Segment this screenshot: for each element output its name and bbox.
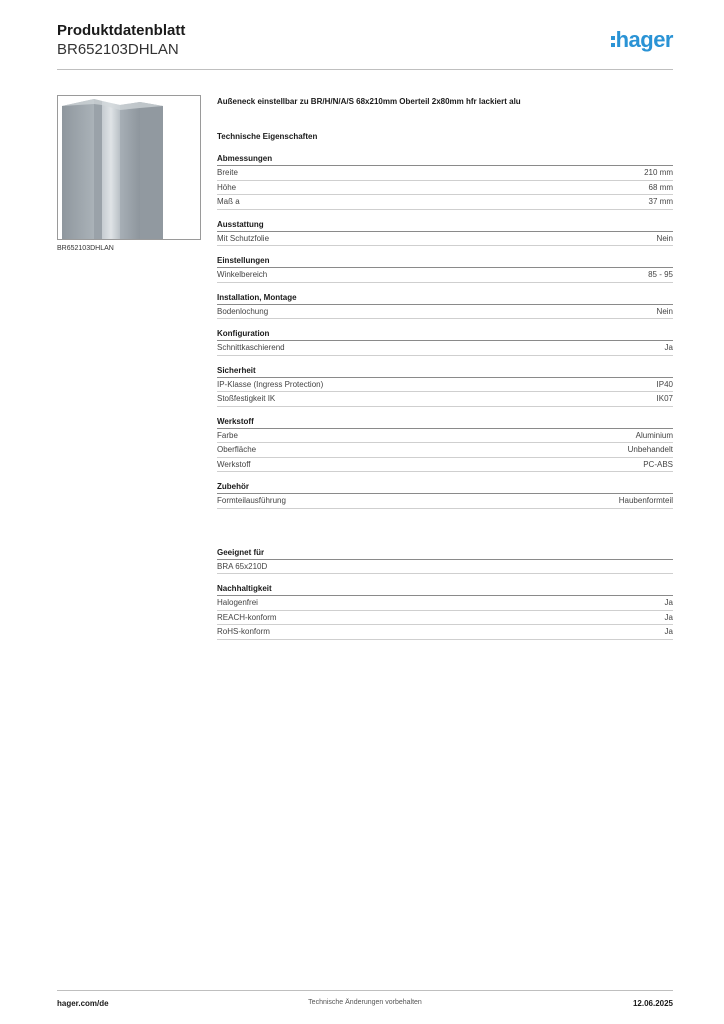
logo-text: hager [615, 27, 673, 52]
section [217, 365, 673, 407]
section [217, 547, 673, 575]
property-row [217, 195, 673, 210]
property-row [217, 443, 673, 458]
section-title: Installation, Montage [217, 292, 673, 305]
content-area [217, 96, 673, 649]
property-row [217, 268, 673, 283]
page-footer [57, 990, 673, 1010]
section-title: Einstellungen [217, 255, 673, 268]
product-description: Außeneck einstellbar zu BR/H/N/A/S 68x210mm Oberteil 2x80mm hfr lackiert alu [217, 97, 521, 106]
property-value: Nein [656, 233, 673, 243]
product-code: BR652103DHLAN [57, 41, 179, 58]
property-label: RoHS-konform [217, 627, 270, 636]
footer-website-link[interactable]: hager.com/de [57, 999, 109, 1008]
property-value: PC-ABS [643, 459, 673, 469]
section-title: Zubehör [217, 481, 673, 494]
property-value: Ja [664, 343, 673, 352]
extra-sections [217, 547, 673, 640]
property-label: Bodenlochung [217, 306, 269, 316]
section [217, 292, 673, 320]
property-sections [217, 153, 673, 509]
property-label: Werkstoff [217, 459, 251, 469]
property-label: IP-Klasse (Ingress Protection) [217, 379, 324, 389]
property-value: Aluminium [635, 430, 673, 440]
property-label: Stoßfestigkeit IK [217, 394, 276, 403]
property-row [217, 392, 673, 407]
property-label: Maß a [217, 197, 240, 206]
property-row [217, 560, 673, 575]
hager-logo[interactable] [611, 28, 673, 52]
property-label: Halogenfrei [217, 598, 258, 607]
property-label: Breite [217, 168, 238, 177]
section [217, 255, 673, 283]
property-value: Unbehandelt [627, 445, 673, 454]
technical-properties-heading: Technische Eigenschaften [217, 132, 318, 141]
property-row [217, 458, 673, 473]
property-value: Ja [664, 627, 673, 636]
property-label: Farbe [217, 430, 238, 440]
property-row [217, 181, 673, 196]
property-value: IK07 [656, 394, 673, 403]
property-value: 210 mm [644, 168, 673, 177]
property-value: 68 mm [648, 182, 673, 192]
property-label: REACH-konform [217, 612, 277, 622]
section [217, 153, 673, 210]
footer-note: Technische Änderungen vorbehalten [308, 999, 422, 1006]
property-row [217, 232, 673, 247]
property-value: 85 - 95 [648, 270, 673, 279]
property-row [217, 494, 673, 509]
section-title: Nachhaltigkeit [217, 583, 673, 596]
section-title: Konfiguration [217, 328, 673, 341]
section-title: Sicherheit [217, 365, 673, 378]
section [217, 583, 673, 640]
section-title: Ausstattung [217, 219, 673, 232]
property-label: Winkelbereich [217, 270, 268, 279]
property-row [217, 305, 673, 320]
property-value: Haubenformteil [618, 496, 673, 505]
photo-caption: BR652103DHLAN [57, 245, 114, 252]
property-row [217, 596, 673, 611]
section [217, 219, 673, 247]
section [217, 481, 673, 509]
property-label: Formteilausführung [217, 496, 286, 505]
section-title: Geeignet für [217, 547, 673, 560]
section [217, 328, 673, 356]
property-value: Ja [664, 612, 673, 622]
property-label: Höhe [217, 182, 237, 192]
property-row [217, 625, 673, 640]
property-row [217, 341, 673, 356]
property-label: Mit Schutzfolie [217, 233, 270, 243]
property-value: Nein [656, 306, 673, 316]
product-photo [57, 95, 201, 240]
section [217, 416, 673, 473]
document-title: Produktdatenblatt [57, 22, 186, 39]
property-label: Oberfläche [217, 445, 257, 454]
section-title: Abmessungen [217, 153, 673, 166]
property-label: Schnittkaschierend [217, 343, 285, 352]
property-row [217, 429, 673, 444]
footer-date: 12.06.2025 [632, 999, 673, 1008]
logo-colon-icon [611, 36, 615, 47]
property-row [217, 378, 673, 393]
section-title: Werkstoff [217, 416, 673, 429]
page-header [57, 22, 673, 70]
property-value: 37 mm [648, 197, 673, 206]
property-label: BRA 65x210D [217, 561, 268, 571]
property-value: Ja [664, 598, 673, 607]
product-photo-outer-corner-icon [58, 96, 200, 239]
property-row [217, 166, 673, 181]
property-value: IP40 [656, 379, 673, 389]
property-row [217, 611, 673, 626]
